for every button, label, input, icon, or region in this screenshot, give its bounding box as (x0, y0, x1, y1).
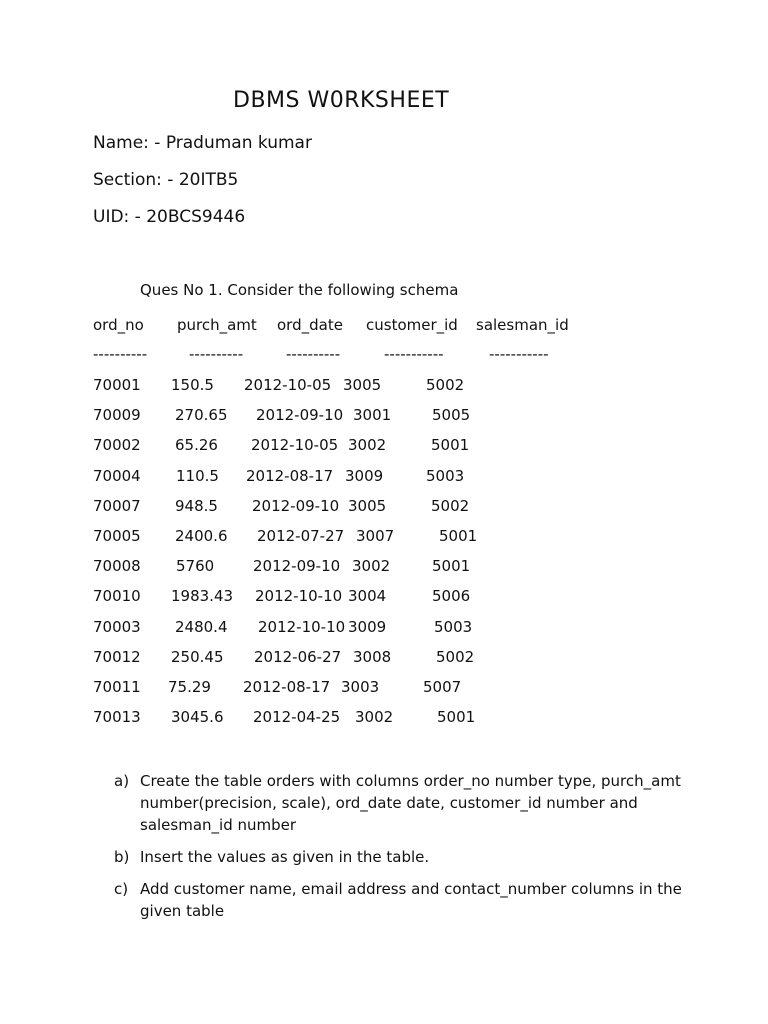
task-item (114, 770, 694, 836)
cell-ord-date: 2012-10-10 (258, 618, 346, 636)
task-item (114, 878, 694, 922)
cell-customer-id: 3002 (355, 708, 394, 726)
student-section: Section: - 20ITB5 (93, 170, 239, 190)
task-text: Create the table orders with columns order_no number type, purch_amt number(precision, scale), ord_date date, customer_id number and salesman_id number (140, 772, 681, 834)
cell-ord-no: 70001 (93, 376, 141, 394)
cell-ord-no: 70005 (93, 527, 141, 545)
task-label: b) (114, 848, 130, 866)
cell-customer-id: 3003 (341, 678, 380, 696)
cell-ord-date: 2012-07-27 (257, 527, 345, 545)
cell-purch-amt: 1983.43 (171, 587, 234, 605)
cell-ord-no: 70010 (93, 587, 141, 605)
cell-salesman-id: 5006 (432, 587, 471, 605)
cell-ord-date: 2012-10-05 (251, 436, 339, 454)
cell-customer-id: 3005 (343, 376, 382, 394)
table-rule: ----------- (384, 345, 444, 363)
table-header-customer-id: customer_id (366, 316, 458, 334)
cell-salesman-id: 5007 (423, 678, 462, 696)
cell-salesman-id: 5002 (426, 376, 465, 394)
cell-ord-no: 70007 (93, 497, 141, 515)
table-header-salesman-id: salesman_id (476, 316, 569, 334)
cell-salesman-id: 5001 (437, 708, 476, 726)
cell-ord-date: 2012-10-10 (255, 587, 343, 605)
cell-customer-id: 3005 (348, 497, 387, 515)
cell-ord-no: 70008 (93, 557, 141, 575)
table-rule: ---------- (286, 345, 341, 363)
cell-ord-date: 2012-04-25 (253, 708, 341, 726)
cell-purch-amt: 948.5 (175, 497, 218, 515)
cell-customer-id: 3009 (348, 618, 387, 636)
cell-salesman-id: 5002 (431, 497, 470, 515)
cell-purch-amt: 2400.6 (175, 527, 228, 545)
cell-salesman-id: 5005 (432, 406, 471, 424)
cell-customer-id: 3002 (348, 436, 387, 454)
cell-ord-date: 2012-08-17 (246, 467, 334, 485)
cell-purch-amt: 5760 (176, 557, 215, 575)
table-header-ord-no: ord_no (93, 316, 144, 334)
cell-customer-id: 3007 (356, 527, 395, 545)
cell-ord-no: 70011 (93, 678, 141, 696)
table-rule: ---------- (189, 345, 244, 363)
task-text: Add customer name, email address and contact_number columns in the given table (140, 880, 682, 920)
cell-ord-date: 2012-09-10 (253, 557, 341, 575)
cell-ord-no: 70013 (93, 708, 141, 726)
cell-purch-amt: 110.5 (176, 467, 219, 485)
cell-purch-amt: 250.45 (171, 648, 224, 666)
cell-purch-amt: 270.65 (175, 406, 228, 424)
task-label: a) (114, 772, 130, 790)
cell-ord-date: 2012-08-17 (243, 678, 331, 696)
cell-customer-id: 3002 (352, 557, 391, 575)
cell-purch-amt: 2480.4 (175, 618, 228, 636)
cell-ord-date: 2012-10-05 (244, 376, 332, 394)
cell-ord-no: 70002 (93, 436, 141, 454)
table-rule: ---------- (93, 345, 148, 363)
table-header-ord-date: ord_date (277, 316, 343, 334)
cell-customer-id: 3001 (353, 406, 392, 424)
cell-ord-date: 2012-06-27 (254, 648, 342, 666)
cell-customer-id: 3004 (348, 587, 387, 605)
cell-purch-amt: 65.26 (175, 436, 218, 454)
cell-salesman-id: 5002 (436, 648, 475, 666)
cell-salesman-id: 5001 (439, 527, 478, 545)
cell-purch-amt: 3045.6 (171, 708, 224, 726)
cell-customer-id: 3008 (353, 648, 392, 666)
task-item (114, 846, 694, 868)
cell-customer-id: 3009 (345, 467, 384, 485)
student-uid: UID: - 20BCS9446 (93, 207, 246, 227)
cell-ord-no: 70003 (93, 618, 141, 636)
page-title: DBMS W0RKSHEET (233, 88, 450, 113)
cell-ord-date: 2012-09-10 (256, 406, 344, 424)
table-rule: ----------- (489, 345, 549, 363)
cell-salesman-id: 5001 (431, 436, 470, 454)
cell-purch-amt: 75.29 (168, 678, 211, 696)
cell-ord-no: 70009 (93, 406, 141, 424)
cell-salesman-id: 5001 (432, 557, 471, 575)
task-list (114, 770, 694, 932)
task-text: Insert the values as given in the table. (140, 848, 430, 866)
question-intro: Ques No 1. Consider the following schema (140, 281, 459, 299)
cell-ord-no: 70004 (93, 467, 141, 485)
cell-purch-amt: 150.5 (171, 376, 214, 394)
cell-salesman-id: 5003 (426, 467, 465, 485)
student-name: Name: - Praduman kumar (93, 133, 312, 153)
table-header-purch-amt: purch_amt (177, 316, 257, 334)
task-label: c) (114, 880, 129, 898)
cell-ord-no: 70012 (93, 648, 141, 666)
cell-salesman-id: 5003 (434, 618, 473, 636)
cell-ord-date: 2012-09-10 (252, 497, 340, 515)
